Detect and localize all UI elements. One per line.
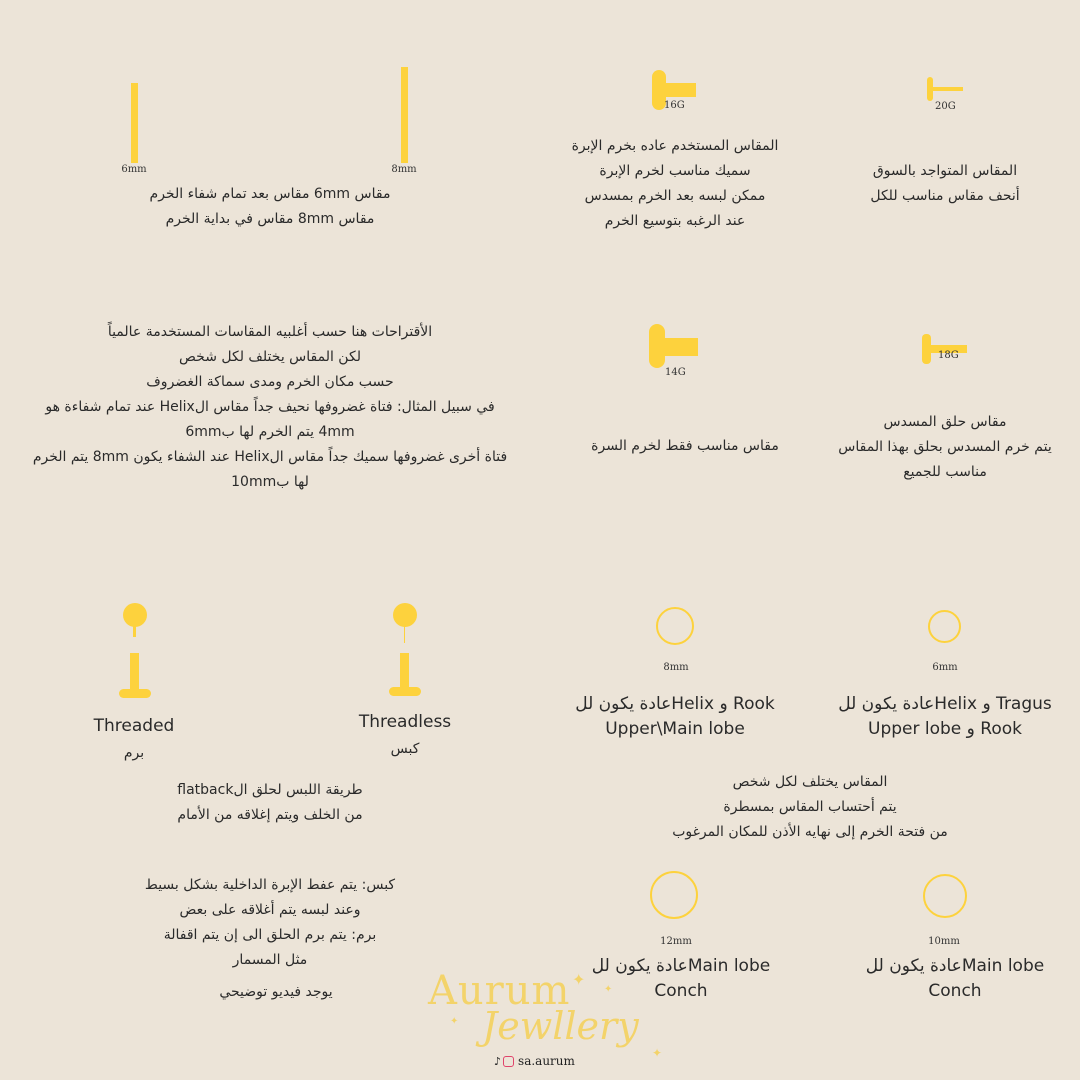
text-line: فتاة أخرى غضروفها سميك جداً مقاس الHelix عند الشفاء يكون 8mm يتم الخرم [32,449,508,465]
text-line: وعند لبسه يتم أغلاقه على بعض [179,902,361,918]
video-note: يوجد فيديو توضيحي [219,984,333,1000]
flatback-description [140,778,400,828]
text-line: طريقة اللبس لحلق الflatback [177,782,363,798]
logo-line2: Jewllery [482,1004,639,1048]
text-line: في سبيل المثال: فتاة غضروفها نحيف جداً مقاس الHelix عند تمام شفاءة هو [45,399,495,415]
gauge-14g-graphic [649,324,698,368]
threadless-title: Threadless [358,712,452,732]
text-line: عادة يكون للMain lobe [865,956,1045,976]
text-line: من الخلف ويتم إغلاقه من الأمام [177,807,363,823]
threaded-arabic: برم [123,745,145,761]
gauge-16g-description [540,134,810,234]
social-handle[interactable]: sa.aurum [518,1054,575,1068]
gauge-16g-label: 16G [664,100,685,111]
threadless-graphic [388,603,422,695]
post-6mm [131,83,138,163]
gauge-20g-description [820,159,1070,209]
logo-line1: Aurum [428,968,571,1014]
text-line: Upper lobe و Rook [868,719,1022,739]
ring-8mm-label: 8mm [663,662,689,673]
sizing-advice [20,320,520,495]
gauge-14g-description [560,434,810,459]
ring-10mm-description [840,954,1070,1004]
ring-8mm [656,607,694,645]
text-line: ممكن لبسه بعد الخرم بمسدس [584,188,766,204]
ring-12mm [650,871,698,919]
text-line: يتم خرم المسدس بحلق بهذا المقاس [838,439,1052,455]
mm-sizes-description [100,182,440,232]
ring-12mm-label: 12mm [660,936,692,947]
text-line: عادة يكون للHelix و Rook [575,694,775,714]
text-line: مناسب للجميع [903,464,987,480]
text-line: حسب مكان الخرم ومدى سماكة الغضروف [146,374,394,390]
text-line: 4mm يتم الخرم لها ب6mm [185,424,355,440]
text-line: من فتحة الخرم إلى نهايه الأذن للمكان المرغوب [672,824,948,840]
text-line: عند الرغبه بتوسيع الخرم [604,213,746,229]
tiktok-icon[interactable]: ♪ [494,1054,502,1068]
threaded-title: Threaded [93,716,175,736]
sparkle-icon: ✦ [572,970,586,989]
threaded-graphic [118,603,152,698]
sparkle-icon: ✦ [450,1016,459,1027]
push-twist-description [130,873,410,973]
text-line: Upper\Main lobe [605,719,745,739]
ring-6mm-label: 6mm [932,662,958,673]
text-line: المقاس المتواجد بالسوق [872,163,1018,179]
post-8mm-label: 8mm [391,164,417,175]
post-8mm [401,67,408,163]
instagram-icon[interactable] [503,1056,514,1067]
text-line: برم: يتم برم الحلق الى إن يتم اقفالة [163,927,377,943]
text-line: Conch [928,981,982,1001]
text-line: كبس: يتم عفط الإبرة الداخلية بشكل بسيط [144,877,396,893]
text-line: عادة يكون للMain lobe [591,956,771,976]
sparkle-icon: ✦ [604,984,613,995]
text-line: عادة يكون للHelix و Tragus [838,694,1052,714]
post-6mm-label: 6mm [121,164,147,175]
text-line: Conch [654,981,708,1001]
threadless-arabic: كبس [390,741,420,757]
text-line: سميك مناسب لخرم الإبرة [599,163,751,179]
text-line: الأقتراحات هنا حسب أغلبيه المقاسات المستخدمة عالمياً [107,324,433,340]
text-line: مقاس 8mm مقاس في بداية الخرم [165,211,375,227]
gauge-18g-description [820,410,1070,485]
text-line: مقاس مناسب فقط لخرم السرة [591,438,779,454]
gauge-18g-label: 18G [938,350,959,361]
text-line: لها ب10mm [231,474,309,490]
text-line: مقاس حلق المسدس [883,414,1007,430]
text-line: أنحف مقاس مناسب للكل [870,188,1020,204]
brand-logo [420,968,680,1078]
ring-6mm-description [830,692,1060,742]
text-line: لكن المقاس يختلف لكل شخص [179,349,361,365]
ring-10mm [923,874,967,918]
text-line: مقاس 6mm مقاس بعد تمام شفاء الخرم [149,186,391,202]
gauge-20g-graphic [927,77,963,101]
text-line: مثل المسمار [232,952,308,968]
text-line: المقاس يختلف لكل شخص [732,774,888,790]
ring-10mm-label: 10mm [928,936,960,947]
ring-8mm-description [560,692,790,742]
text-line: يتم أحتساب المقاس بمسطرة [723,799,897,815]
gauge-20g-label: 20G [935,101,956,112]
sparkle-icon: ✦ [652,1046,663,1060]
text-line: المقاس المستخدم عاده بخرم الإبرة [571,138,779,154]
measurement-note [640,770,980,845]
ring-6mm [928,610,961,643]
gauge-14g-label: 14G [665,367,686,378]
